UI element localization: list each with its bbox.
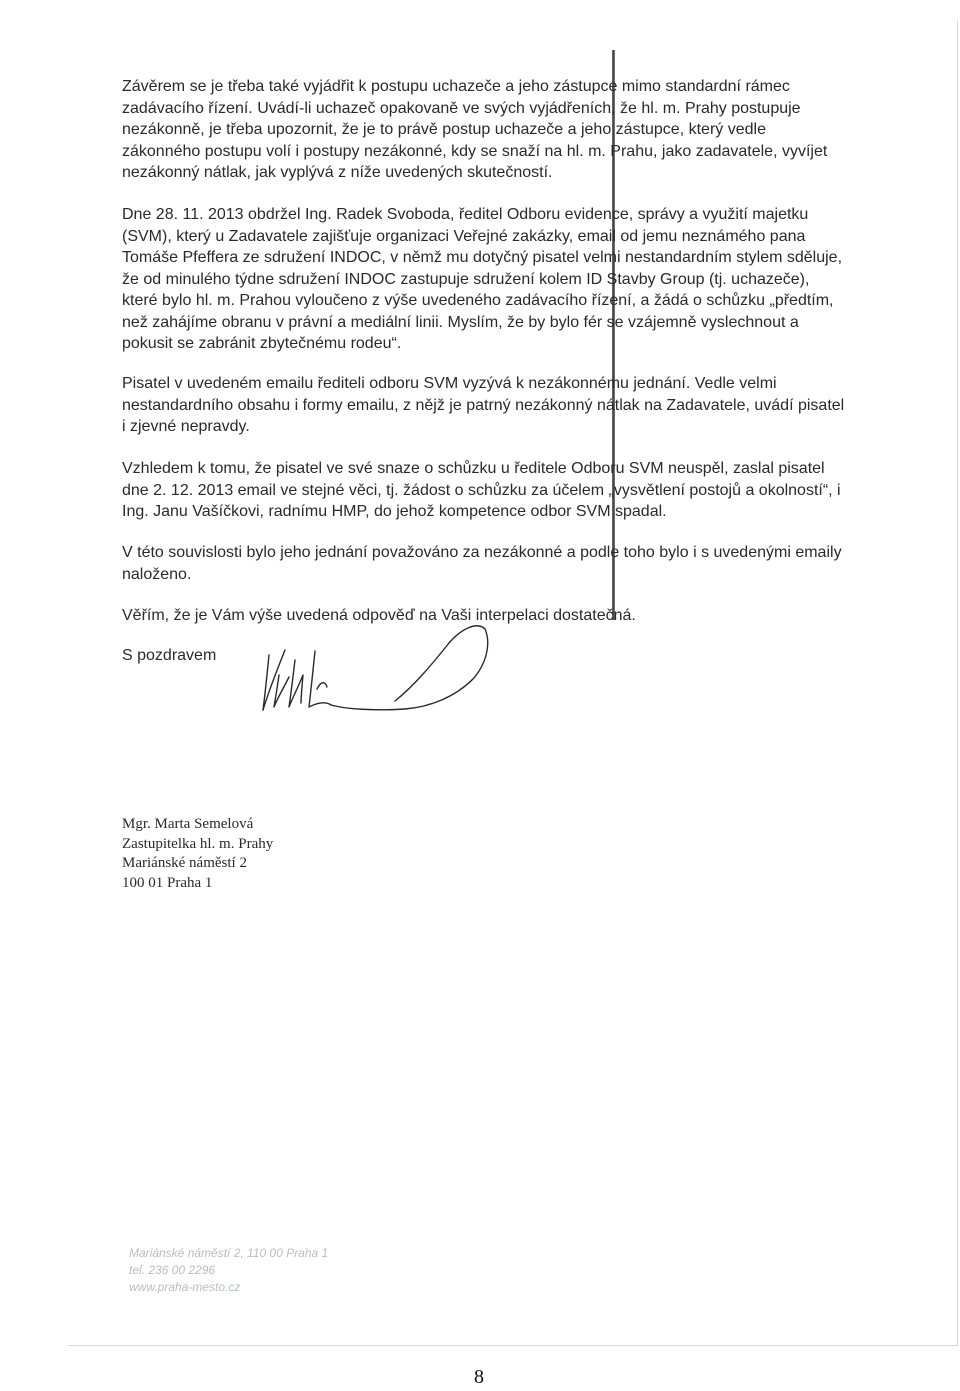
paragraph-line: zákonného postupu volí i postupy nezákonné, kdy se snaží na hl. m. Prahu, jako zadavatele, vyvíjet: [122, 142, 828, 160]
footer-address: Mariánské náměstí 2, 110 00 Praha 1: [129, 1246, 329, 1260]
footer-web: www.praha-mesto.cz: [129, 1280, 241, 1294]
paragraph-line: Vzhledem k tomu, že pisatel ve své snaze o schůzku u ředitele Odboru SVM neuspěl, zaslal pisatel: [122, 460, 825, 477]
paragraph-line: Věřím, že je Vám výše uvedená odpověď na Vaši interpelaci dostatečná.: [122, 607, 636, 624]
paragraph-line: Závěrem se je třeba také vyjádřit k postupu uchazeče a jeho zástupce mimo standardní rámec: [122, 78, 790, 95]
footer-phone: tel. 236 00 2296: [129, 1263, 216, 1277]
signer-name: Mgr. Marta Semelová: [122, 816, 254, 832]
paragraph-line: Tomáše Pfeffera ze sdružení INDOC, v němž mu dotyčný pisatel velmi nestandardním stylem sděluje,: [122, 249, 843, 266]
paragraph-line: Pisatel v uvedeném emailu řediteli odboru SVM vyzývá k nezákonnému jednání. Vedle velmi: [122, 375, 777, 392]
paragraph-email-received: [122, 204, 858, 355]
paragraph-line: (SVM), který u Zadavatele zajišťuje organizaci Veřejné zakázky, email od jemu neznámého pana: [122, 227, 806, 245]
footer-contact: [129, 1245, 328, 1296]
paragraph-second-email: [122, 458, 858, 523]
paragraph-line: zadávacího řízení. Uvádí-li uchazeč opakovaně ve svých vyjádřeních, že hl. m. Prahy postupuje: [122, 99, 801, 117]
signer-block: [122, 815, 273, 893]
paragraph-line: pokusit se zabránit zbytečnému rodeu“.: [122, 335, 402, 352]
paragraph-line: nestandardního obsahu i formy emailu, z nějž je patrný nezákonný nátlak na Zadavatele, uvádí pisatel: [122, 396, 845, 414]
paragraph-line: V této souvislosti bylo jeho jednání považováno za nezákonné a podle toho bylo i s uvedenými emaily: [122, 544, 842, 561]
paragraph-conclusion: [122, 76, 858, 184]
paragraph-line: že od minulého týdne sdružení INDOC zastupuje sdružení kolem ID Stavby Group (tj. uchazeče),: [122, 270, 810, 288]
paragraph-writer-urges: [122, 373, 858, 438]
greeting: S pozdravem: [122, 647, 217, 664]
paragraph-line: i zjevné nepravdy.: [122, 418, 250, 435]
paragraph-line: než zahájíme obranu v právní a mediální linii. Myslím, že by bylo fér se vzájemně vyslechnout a: [122, 313, 799, 331]
signer-title: Zastupitelka hl. m. Prahy: [122, 835, 274, 852]
paragraph-line: naloženo.: [122, 565, 192, 583]
paragraph-line: které bylo hl. m. Prahou vyloučeno z výše uvedeného zadávacího řízení, a žádá o schůzku „předtím,: [122, 292, 834, 309]
paragraph-line: nezákonně, je třeba upozornit, že je to právě postup uchazeče a jeho zástupce, který vedle: [122, 121, 766, 138]
paragraph-line: nezákonný nátlak, jak vyplývá z níže uvedených skutečností.: [122, 164, 553, 181]
paragraph-line: dne 2. 12. 2013 email ve stejné věci, tj. žádost o schůzku za účelem „vysvětlení postojů a okolností“, i: [122, 481, 841, 499]
paragraph-line: Dne 28. 11. 2013 obdržel Ing. Radek Svoboda, ředitel Odboru evidence, správy a využití majetku: [122, 206, 809, 223]
signer-city: 100 01 Praha 1: [122, 874, 213, 891]
handwritten-signature-icon: [255, 615, 515, 730]
signer-street: Mariánské náměstí 2: [122, 855, 247, 871]
page-number: 8: [474, 1366, 484, 1388]
paragraph-context: [122, 542, 858, 585]
paragraph-line: Ing. Janu Vašíčkovi, radnímu HMP, do jehož kompetence odbor SVM spadal.: [122, 503, 667, 520]
